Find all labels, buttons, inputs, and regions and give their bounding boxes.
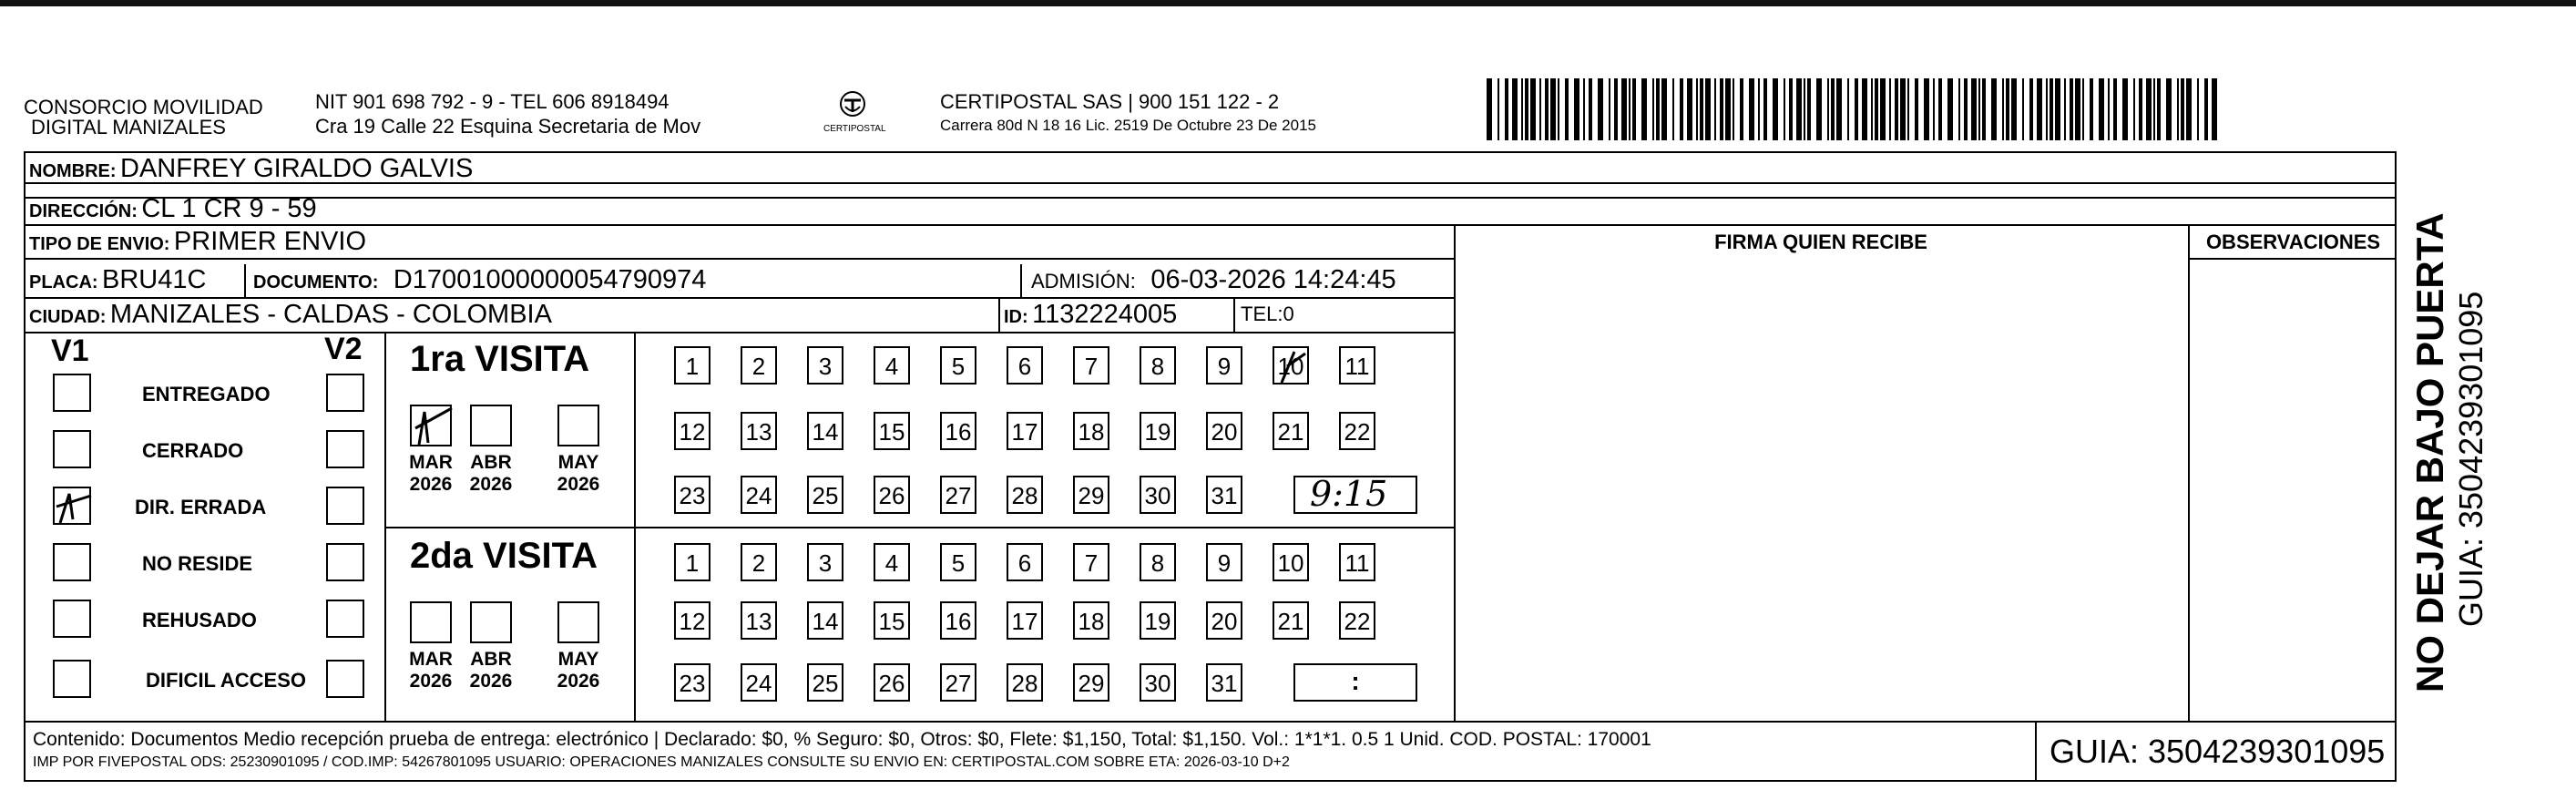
day-number: 23: [679, 670, 706, 697]
day-box[interactable]: [1140, 476, 1176, 514]
day-box[interactable]: [1339, 412, 1375, 450]
plate-row: [29, 264, 206, 300]
day-number: 31: [1211, 482, 1238, 509]
v1-checkbox[interactable]: [53, 600, 91, 638]
day-number: 1: [685, 353, 700, 380]
day-box[interactable]: [741, 346, 777, 385]
day-box[interactable]: [1073, 663, 1109, 702]
city-value: MANIZALES - CALDAS - COLOMBIA: [109, 300, 552, 329]
observations-field[interactable]: [2192, 262, 2394, 718]
day-number: 30: [1144, 482, 1171, 509]
day-number: 12: [679, 418, 706, 446]
recipient-address-label: DIRECCIÓN:: [29, 201, 138, 221]
signature-header: FIRMA QUIEN RECIBE: [1714, 231, 1927, 253]
day-box[interactable]: [741, 412, 777, 450]
day-number: 23: [679, 482, 706, 509]
day-number: 26: [878, 670, 905, 697]
id-label: ID:: [1004, 307, 1028, 327]
day-number: 5: [951, 353, 966, 380]
day-number: 1: [685, 549, 700, 577]
signature-field[interactable]: [1457, 262, 2184, 718]
day-number: 10: [1277, 549, 1304, 577]
v1-checkbox[interactable]: [53, 543, 91, 581]
day-box[interactable]: [940, 543, 976, 581]
option-label: DIFICIL ACCESO: [146, 669, 307, 692]
v2-checkbox[interactable]: [326, 543, 364, 581]
visit1-time-handwritten: 9:15: [1310, 474, 1388, 514]
observations-header: OBSERVACIONES: [2205, 231, 2381, 253]
day-number: 14: [812, 418, 839, 446]
day-box[interactable]: [674, 412, 710, 450]
day-number: 7: [1084, 353, 1099, 380]
day-box[interactable]: [1073, 346, 1109, 385]
day-number: 4: [884, 353, 899, 380]
month-label: MAR: [409, 452, 453, 473]
sender-company-line2: DIGITAL MANIZALES: [31, 116, 226, 138]
day-box[interactable]: [1007, 476, 1043, 514]
option-label: ENTREGADO: [142, 383, 271, 405]
id-value: 1132224005: [1032, 300, 1178, 329]
carrier-address: Carrera 80d N 18 16 Lic. 2519 De Octubre 23 De 2015: [940, 117, 1316, 134]
sender-company-line1: CONSORCIO MOVILIDAD: [24, 96, 263, 118]
shipping-type-label: TIPO DE ENVIO:: [29, 234, 170, 254]
month-label: MAR: [409, 649, 453, 670]
v2-checkbox[interactable]: [326, 600, 364, 638]
day-box[interactable]: [1007, 663, 1043, 702]
day-number: 22: [1344, 608, 1371, 635]
day-box[interactable]: [1073, 476, 1109, 514]
month-label: ABR: [470, 649, 512, 670]
day-box[interactable]: [874, 476, 910, 514]
month-label: ABR: [470, 452, 512, 473]
cell-divider: [1233, 299, 1235, 332]
day-number: 18: [1078, 418, 1105, 446]
row-divider: [24, 721, 2397, 723]
sender-nit: NIT 901 698 792 - 9 - TEL 606 8918494: [315, 90, 670, 113]
carrier-name: CERTIPOSTAL SAS | 900 151 122 - 2: [940, 90, 1280, 113]
day-box[interactable]: [674, 346, 710, 385]
visit2-time-box[interactable]: :: [1293, 663, 1417, 702]
day-number: 30: [1144, 670, 1171, 697]
visit1-time-box[interactable]: [1293, 476, 1417, 514]
day-box[interactable]: [807, 346, 843, 385]
v1-label: V1: [51, 333, 89, 368]
day-number: 15: [878, 418, 905, 446]
day-number: 3: [818, 353, 833, 380]
v2-checkbox[interactable]: [326, 660, 364, 698]
v1-checkbox[interactable]: [53, 660, 91, 698]
day-box[interactable]: [741, 543, 777, 581]
day-number: 29: [1078, 670, 1105, 697]
tel-label: TEL:: [1241, 303, 1283, 325]
day-box[interactable]: [1273, 601, 1309, 640]
day-box[interactable]: [807, 476, 843, 514]
document-label: DOCUMENTO:: [253, 272, 379, 292]
year-label: 2026: [409, 671, 453, 692]
day-number: 8: [1150, 353, 1165, 380]
footer-imp-line: IMP POR FIVEPOSTAL ODS: 25230901095 / COD.IMP: 54267801095 USUARIO: OPERACIONES MANIZALES CONSULTE SU ENVIO EN: CERTIPOSTAL.COM SOBRE ETA: 2026-03-10 D+2: [33, 754, 1290, 770]
row-divider: [24, 224, 2397, 226]
visit2-title: 2da VISITA: [410, 536, 598, 576]
day-box[interactable]: [1073, 543, 1109, 581]
year-label: 2026: [557, 671, 600, 692]
day-box[interactable]: [1007, 543, 1043, 581]
admission-value: 06-03-2026 14:24:45: [1150, 265, 1396, 294]
day-number: 31: [1211, 670, 1238, 697]
side-notice: NO DEJAR BAJO PUERTA: [2408, 212, 2451, 692]
day-box[interactable]: [1206, 543, 1242, 581]
recipient-address-value: CL 1 CR 9 - 59: [141, 194, 317, 223]
v1-checkbox[interactable]: [53, 430, 91, 468]
visit-separator: [384, 527, 1454, 528]
day-box[interactable]: [1140, 412, 1176, 450]
day-number: 15: [878, 608, 905, 635]
day-number: 5: [951, 549, 966, 577]
sender-address: Cra 19 Calle 22 Esquina Secretaria de Mov: [315, 115, 701, 138]
day-number: 16: [945, 418, 972, 446]
month-checkbox[interactable]: [410, 405, 452, 446]
day-box[interactable]: [674, 601, 710, 640]
day-box[interactable]: [1206, 412, 1242, 450]
day-box[interactable]: [874, 346, 910, 385]
month-checkbox[interactable]: [557, 405, 599, 446]
carrier-logo-caption: CERTIPOSTAL: [823, 124, 886, 134]
day-number: 12: [679, 608, 706, 635]
day-box[interactable]: [741, 476, 777, 514]
document-value: D17001000000054790974: [393, 265, 707, 294]
day-number: 2: [751, 353, 766, 380]
cell-divider: [1020, 264, 1022, 297]
barcode-icon: [1487, 78, 2217, 140]
day-number: 13: [745, 418, 772, 446]
v1-checkbox[interactable]: [53, 374, 91, 412]
day-box[interactable]: [940, 663, 976, 702]
year-label: 2026: [409, 474, 453, 495]
plate-label: PLACA:: [29, 272, 98, 292]
footer-guide: GUIA: 3504239301095: [2050, 733, 2386, 770]
day-box[interactable]: [1206, 601, 1242, 640]
shipping-type-row: [29, 226, 366, 262]
day-number: 25: [812, 482, 839, 509]
city-label: CIUDAD:: [29, 307, 107, 327]
day-box[interactable]: [1007, 601, 1043, 640]
row-divider: [24, 197, 2397, 199]
day-box[interactable]: [940, 476, 976, 514]
recipient-name-row: [29, 153, 473, 189]
day-box[interactable]: [1007, 412, 1043, 450]
day-number: 9: [1217, 549, 1232, 577]
day-number: 6: [1017, 549, 1032, 577]
recipient-address-row: [29, 193, 317, 229]
day-number: 17: [1011, 608, 1038, 635]
day-box[interactable]: [674, 476, 710, 514]
day-number: 20: [1211, 608, 1238, 635]
month-checkbox[interactable]: [410, 601, 452, 643]
day-box[interactable]: [741, 601, 777, 640]
day-number: 20: [1211, 418, 1238, 446]
recipient-name-label: NOMBRE:: [29, 161, 117, 181]
cell-divider: [998, 299, 1000, 332]
day-number: 19: [1144, 418, 1171, 446]
day-box[interactable]: [1339, 543, 1375, 581]
signature-column-border: [1454, 224, 1456, 721]
day-box[interactable]: [807, 412, 843, 450]
day-box[interactable]: [674, 543, 710, 581]
option-label: CERRADO: [142, 439, 244, 462]
cell-divider: [244, 264, 246, 297]
day-number: 26: [878, 482, 905, 509]
shipping-type-value: PRIMER ENVIO: [173, 227, 367, 256]
day-number: 11: [1344, 549, 1370, 577]
month-label: MAY: [557, 452, 599, 473]
day-box[interactable]: [1140, 346, 1176, 385]
day-box[interactable]: [1073, 601, 1109, 640]
day-number: 22: [1344, 418, 1371, 446]
v2-label: V2: [324, 332, 363, 366]
observations-column-border: [2188, 224, 2190, 721]
tel-row: [1241, 299, 1294, 330]
day-box[interactable]: [1140, 601, 1176, 640]
year-label: 2026: [469, 474, 513, 495]
day-number: 28: [1011, 482, 1038, 509]
day-box[interactable]: [940, 346, 976, 385]
day-number: 21: [1277, 608, 1304, 635]
day-number: 28: [1011, 670, 1038, 697]
plate-value: BRU41C: [102, 265, 207, 294]
day-box[interactable]: [940, 601, 976, 640]
option-label: NO RESIDE: [142, 552, 253, 575]
day-box[interactable]: [807, 601, 843, 640]
year-label: 2026: [557, 474, 600, 495]
day-number: 25: [812, 670, 839, 697]
day-number: 17: [1011, 418, 1038, 446]
day-number: 11: [1344, 353, 1370, 380]
id-row: [1004, 299, 1177, 334]
day-number: 21: [1277, 418, 1304, 446]
day-number: 24: [745, 670, 772, 697]
day-number: 18: [1078, 608, 1105, 635]
day-number: 16: [945, 608, 972, 635]
row-divider: [2188, 258, 2397, 260]
day-box[interactable]: [940, 412, 976, 450]
day-number: 24: [745, 482, 772, 509]
option-label: REHUSADO: [142, 609, 257, 631]
footer-divider: [2035, 721, 2037, 782]
certipostal-logo-icon: [823, 87, 886, 138]
day-box[interactable]: [741, 663, 777, 702]
top-border: [0, 0, 2576, 6]
month-checkbox[interactable]: [470, 405, 512, 446]
day-number: 8: [1150, 549, 1165, 577]
day-number: 2: [751, 549, 766, 577]
v2-checkbox[interactable]: [326, 487, 364, 525]
day-number: 13: [745, 608, 772, 635]
day-box[interactable]: [1073, 412, 1109, 450]
day-box[interactable]: [1140, 543, 1176, 581]
day-number: 9: [1217, 353, 1232, 380]
year-label: 2026: [469, 671, 513, 692]
month-checkbox[interactable]: [557, 601, 599, 643]
option-label: DIR. ERRADA: [135, 496, 267, 518]
v1-checkbox[interactable]: [53, 487, 91, 525]
day-box[interactable]: [1339, 346, 1375, 385]
day-number: 3: [818, 549, 833, 577]
day-box[interactable]: [1273, 543, 1309, 581]
day-number: 14: [812, 608, 839, 635]
day-box[interactable]: [874, 601, 910, 640]
day-number: 29: [1078, 482, 1105, 509]
tel-value: 0: [1283, 303, 1294, 325]
day-check-mark-icon: [1274, 348, 1311, 396]
day-box[interactable]: [874, 412, 910, 450]
day-box[interactable]: [1273, 346, 1309, 385]
day-number: 6: [1017, 353, 1032, 380]
day-box[interactable]: [1206, 476, 1242, 514]
day-box[interactable]: [807, 543, 843, 581]
footer-content-line: Contenido: Documentos Medio recepción prueba de entrega: electrónico | Declarado: $0, % Seguro: $0, Otros: $0, Flete: $1,150, Total: $1,150. Vol.: 1*1*1. 0.5 1 Unid. COD. POSTAL: 170001: [33, 729, 1651, 750]
day-box[interactable]: [1140, 663, 1176, 702]
day-box[interactable]: [1273, 412, 1309, 450]
side-guide: GUIA: 3504239301095: [2452, 291, 2489, 627]
day-box[interactable]: [674, 663, 710, 702]
day-number: 4: [884, 549, 899, 577]
day-number: 7: [1084, 549, 1099, 577]
day-number: 27: [945, 670, 972, 697]
admission-label: ADMISIÓN:: [1031, 270, 1136, 292]
day-box[interactable]: [1007, 346, 1043, 385]
day-number: 10: [1277, 353, 1304, 380]
document-row: [253, 264, 706, 300]
day-box[interactable]: [874, 663, 910, 702]
recipient-name-value: DANFREY GIRALDO GALVIS: [120, 154, 474, 183]
day-box[interactable]: [874, 543, 910, 581]
day-number: 19: [1144, 608, 1171, 635]
visit1-title: 1ra VISITA: [410, 339, 590, 379]
v2-checkbox[interactable]: [326, 430, 364, 468]
day-number: 27: [945, 482, 972, 509]
day-box[interactable]: [1206, 663, 1242, 702]
month-checkbox[interactable]: [470, 601, 512, 643]
month-label: MAY: [557, 649, 599, 670]
day-box[interactable]: [1339, 601, 1375, 640]
v2-checkbox[interactable]: [326, 374, 364, 412]
day-box[interactable]: [807, 663, 843, 702]
city-row: [29, 299, 552, 334]
admission-row: [1031, 264, 1396, 300]
day-box[interactable]: [1206, 346, 1242, 385]
